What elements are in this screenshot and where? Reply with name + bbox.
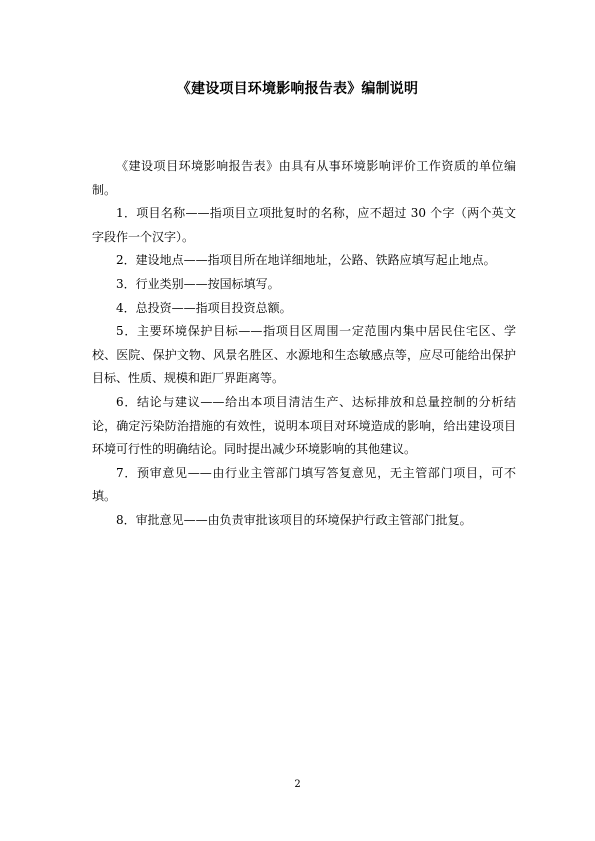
item-approval: 8．审批意见——由负责审批该项目的环境保护行政主管部门批复。 [116, 512, 472, 527]
item-project-name: 1．项目名称——指项目立项批复时的名称，应不超过 30 个字（两个英文字段作一个汉字）。 [92, 206, 516, 244]
item-conclusions: 6．结论与建议——给出本项目清洁生产、达标排放和总量控制的分析结论，确定污染防治措施的有效性，说明本项目对环境造成的影响，给出建设项目环境可行性的明确结论。同时提出减少环境影响的其他建议。 [92, 394, 516, 457]
intro-paragraph: 《建设项目环境影响报告表》由具有从事环境影响评价工作资质的单位编制。 [92, 159, 516, 197]
item-construction-site: 2．建设地点——指项目所在地详细地址，公路、铁路应填写起止地点。 [116, 253, 496, 268]
item-total-investment: 4．总投资——指项目投资总额。 [116, 300, 292, 315]
page-number: 2 [294, 779, 301, 790]
item-industry-category: 3．行业类别——按国标填写。 [116, 276, 280, 291]
document-body [92, 155, 516, 533]
document-title: 《建设项目环境影响报告表》编制说明 [176, 81, 419, 97]
item-protection-targets: 5．主要环境保护目标——指项目区周围一定范围内集中居民住宅区、学校、医院、保护文物、风景名胜区、水源地和生态敏感点等，应尽可能给出保护目标、性质、规模和距厂界距离等。 [92, 324, 516, 386]
item-pre-review: 7．预审意见——由行业主管部门填写答复意见，无主管部门项目，可不填。 [92, 465, 516, 504]
